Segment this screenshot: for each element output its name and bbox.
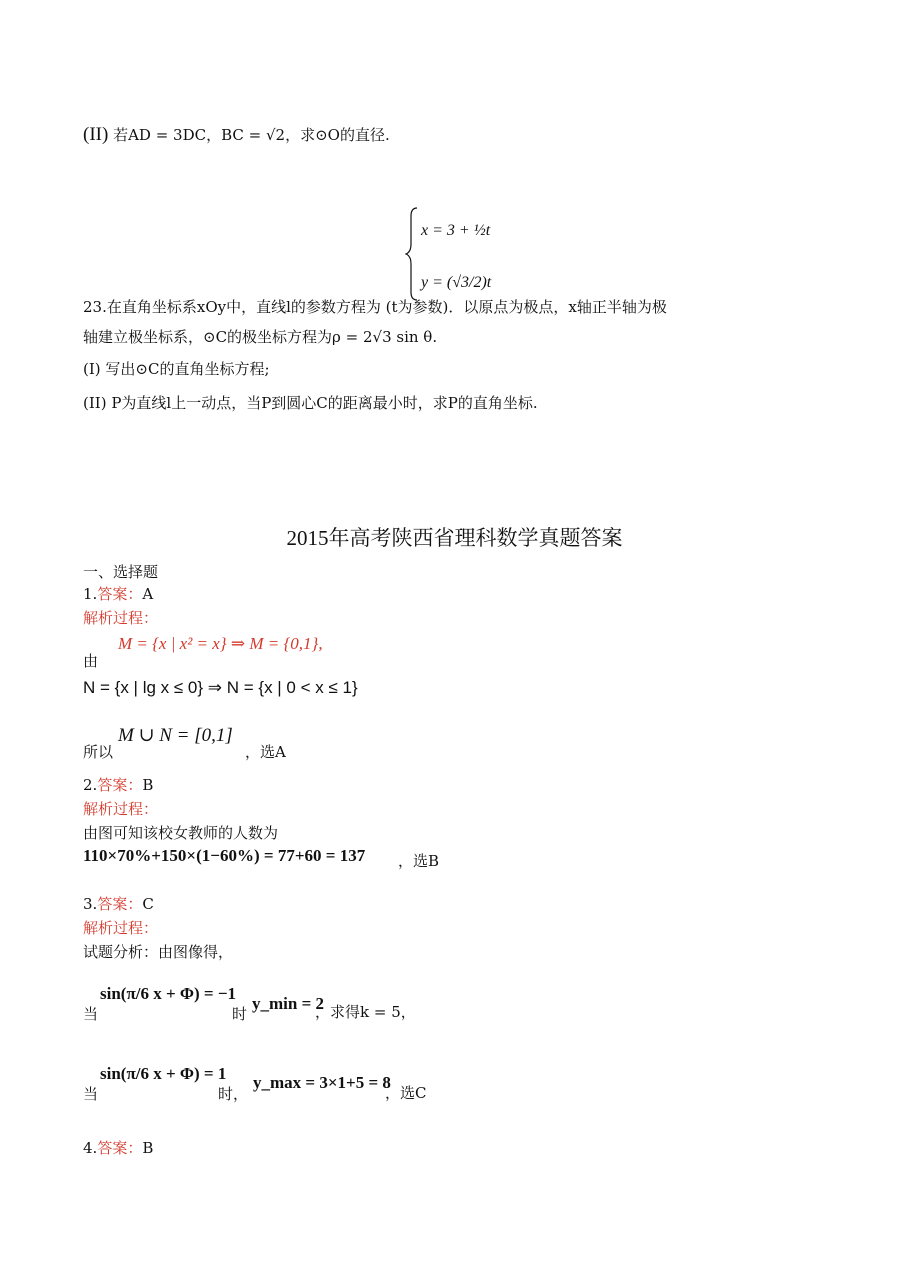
answer-3-header <box>83 893 154 914</box>
a1-line1-math: M = {x | x² = x} ⇒ M = {0,1}, <box>118 634 323 653</box>
answer-label: 答案： <box>97 585 143 603</box>
answer-label: 答案： <box>97 776 143 794</box>
param-y: y = (√3/2)t <box>421 274 492 291</box>
q23-part1: (I) 写出⊙C的直角坐标方程; <box>83 360 270 378</box>
answer-2-header <box>83 774 153 795</box>
a1-line3-prefix: 所以 <box>83 743 114 761</box>
a3-line2-mid: 时 <box>232 1005 248 1023</box>
a2-line2: 110×70%+150×(1−60%) = 77+60 = 137 <box>83 846 366 865</box>
a3-line3-math: sin(π/6 x + Φ) = 1 <box>100 1064 227 1083</box>
a3-line1: 试题分析：由图像得， <box>83 943 234 961</box>
param-x: x = 3 + ½t <box>421 222 491 239</box>
answer-label: 答案： <box>97 895 143 913</box>
q23-part2: (II) P为直线l上一动点，当P到圆心C的距离最小时，求P的直角坐标. <box>83 394 538 412</box>
a2-line2-suffix: ，选B <box>398 852 440 870</box>
answer-value: C <box>142 895 154 913</box>
analysis-label: 解析过程： <box>83 609 159 627</box>
section-heading: 一、选择题 <box>83 563 159 581</box>
a1-line2: N = {x | lg x ≤ 0} ⇒ N = {x | 0 < x ≤ 1} <box>83 678 358 697</box>
a3-line2-prefix: 当 <box>83 1005 99 1023</box>
a3-line2-suffix: ，求得k = 5， <box>315 1003 416 1021</box>
a3-line3-suffix: ，选C <box>385 1084 427 1102</box>
a3-line3-math2: y_max = 3×1+5 = 8 <box>253 1073 391 1092</box>
answer-value: B <box>142 776 154 794</box>
answer-value: B <box>142 1139 154 1157</box>
answers-title: 2015年高考陕西省理科数学真题答案 <box>286 526 623 550</box>
analysis-label: 解析过程： <box>83 800 159 818</box>
answer-num: 4. <box>83 1139 98 1157</box>
a2-line1: 由图可知该校女教师的人数为 <box>83 824 279 842</box>
left-brace-icon <box>405 206 421 302</box>
answer-num: 3. <box>83 895 98 913</box>
answer-1-header <box>83 583 153 604</box>
prev-part-ii <box>83 124 390 146</box>
part-label: (II) <box>83 124 109 145</box>
a1-line3-math: M ∪ N = [0,1] <box>118 725 233 746</box>
q23-line2: 轴建立极坐标系，⊙C的极坐标方程为ρ = 2√3 sin θ. <box>83 328 438 346</box>
a3-line3-mid: 时， <box>218 1085 249 1103</box>
analysis-label: 解析过程： <box>83 919 159 937</box>
answer-label: 答案： <box>97 1139 143 1157</box>
a1-line1-prefix: 由 <box>83 652 99 670</box>
answer-num: 1. <box>83 585 98 603</box>
parametric-equations <box>405 206 495 302</box>
prev-part-ii-text: 若AD = 3DC，BC = √2，求⊙O的直径. <box>113 126 390 144</box>
answer-num: 2. <box>83 776 98 794</box>
a3-line2-math2: y_min = 2 <box>252 994 325 1013</box>
q23-line1: 23.在直角坐标系xOy中，直线l的参数方程为 (t为参数)．以原点为极点，x轴正半轴为极 <box>83 298 667 316</box>
answer-value: A <box>142 585 154 603</box>
answer-4-header <box>83 1137 153 1158</box>
a1-line3-suffix: ，选A <box>245 743 286 761</box>
a3-line3-prefix: 当 <box>83 1085 99 1103</box>
a3-line2-math: sin(π/6 x + Φ) = −1 <box>100 984 237 1003</box>
